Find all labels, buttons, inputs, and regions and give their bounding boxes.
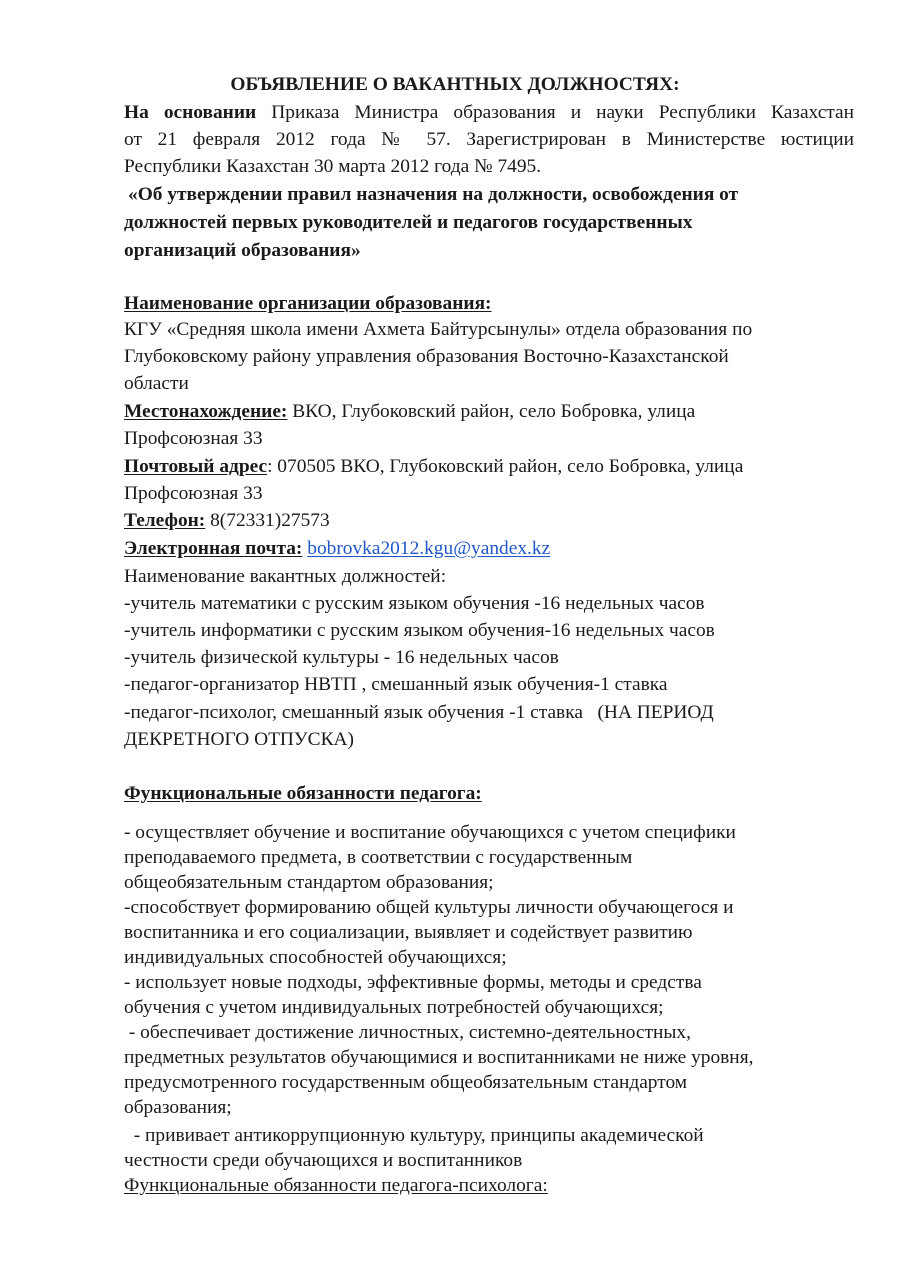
email-label: Электронная почта: <box>124 538 303 559</box>
location-label: Местонахождение: <box>124 401 288 422</box>
document-title: ОБЪЯВЛЕНИЕ О ВАКАНТНЫХ ДОЛЖНОСТЯХ: <box>230 74 680 95</box>
location-line-1 <box>124 400 695 424</box>
basis-line-3: Республики Казахстан 30 марта 2012 года № 7495. <box>124 156 542 177</box>
psychologist-duties-heading: Функциональные обязанности педагога-психолога: <box>124 1175 548 1196</box>
postal-line-2: Профсоюзная 33 <box>124 483 263 504</box>
order-title-line-1: «Об утверждении правил назначения на должности, освобождения от <box>128 184 739 205</box>
vacancy-item: -педагог-организатор НВТП , смешанный язык обучения-1 ставка <box>124 674 668 695</box>
basis-lead: На основании <box>124 102 257 123</box>
postal-line-1 <box>124 455 743 479</box>
basis-line-1-text: Приказа Министра образования и науки Республики Казахстан <box>256 102 854 123</box>
order-title-line-3: организаций образования» <box>124 240 361 261</box>
organization-name-line-3: области <box>124 373 189 394</box>
organization-name-line-2: Глубоковскому району управления образования Восточно-Казахстанской <box>124 346 729 367</box>
email-link[interactable]: bobrovka2012.kgu@yandex.kz <box>307 538 551 559</box>
organization-heading: Наименование организации образования: <box>124 293 492 314</box>
vacancy-item: -педагог-психолог, смешанный язык обучения -1 ставка (НА ПЕРИОД <box>124 702 714 723</box>
basis-line-1 <box>124 101 854 125</box>
email-line <box>124 537 550 561</box>
vacancy-item: -учитель физической культуры - 16 недельных часов <box>124 647 559 668</box>
duty-line: - использует новые подходы, эффективные формы, методы и средства <box>124 972 702 993</box>
duty-line: образования; <box>124 1097 232 1118</box>
duty-line: предусмотренного государственным общеобязательным стандартом <box>124 1072 688 1093</box>
organization-name-line-1: КГУ «Средняя школа имени Ахмета Байтурсынулы» отдела образования по <box>124 319 753 340</box>
duty-line: -способствует формированию общей культуры личности обучающегося и <box>124 897 734 918</box>
vacancies-heading: Наименование вакантных должностей: <box>124 566 447 587</box>
duty-line: обучения с учетом индивидуальных потребностей обучающихся; <box>124 997 664 1018</box>
location-line-2: Профсоюзная 33 <box>124 428 263 449</box>
duty-line: преподаваемого предмета, в соответствии с государственным <box>124 847 633 868</box>
duty-line: предметных результатов обучающимися и воспитанниками не ниже уровня, <box>124 1047 754 1068</box>
phone-value: 8(72331)27573 <box>205 510 330 531</box>
duty-line: честности среди обучающихся и воспитанников <box>124 1150 523 1171</box>
postal-label: Почтовый адрес <box>124 456 268 477</box>
duty-line: воспитанника и его социализации, выявляет и содействует развитию <box>124 922 693 943</box>
order-title-line-2: должностей первых руководителей и педагогов государственных <box>124 212 693 233</box>
duties-heading: Функциональные обязанности педагога: <box>124 783 482 804</box>
phone-label: Телефон: <box>124 510 206 531</box>
vacancy-item: -учитель математики с русским языком обучения -16 недельных часов <box>124 593 705 614</box>
basis-line-2: от 21 февраля 2012 года № 57. Зарегистрирован в Министерстве юстиции <box>124 129 854 150</box>
duty-line: - осуществляет обучение и воспитание обучающихся с учетом специфики <box>124 822 736 843</box>
duty-line: индивидуальных способностей обучающихся; <box>124 947 507 968</box>
duty-line: - прививает антикоррупционную культуру, принципы академической <box>124 1125 704 1146</box>
phone-line <box>124 509 330 533</box>
location-value: ВКО, Глубоковский район, село Бобровка, улица <box>287 401 696 422</box>
postal-value: : 070505 ВКО, Глубоковский район, село Бобровка, улица <box>267 456 744 477</box>
duty-line: общеобязательным стандартом образования; <box>124 872 494 893</box>
duty-line: - обеспечивает достижение личностных, системно-деятельностных, <box>124 1022 691 1043</box>
vacancy-item: -учитель информатики с русским языком обучения-16 недельных часов <box>124 620 715 641</box>
vacancy-item: ДЕКРЕТНОГО ОТПУСКА) <box>124 729 354 750</box>
